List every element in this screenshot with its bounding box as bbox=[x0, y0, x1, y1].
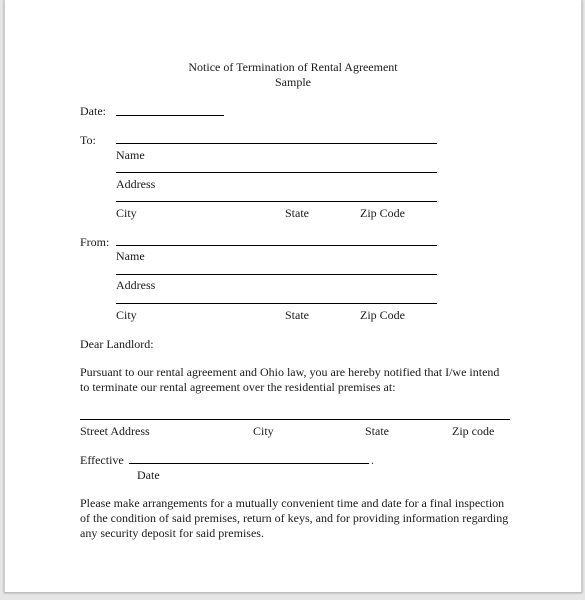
effective-date-line bbox=[129, 463, 369, 464]
effective-date-label: Date bbox=[137, 468, 160, 482]
to-label: To: bbox=[80, 133, 96, 147]
date-line bbox=[116, 115, 224, 116]
to-city-line bbox=[116, 201, 437, 202]
premises-zip-label: Zip code bbox=[452, 424, 495, 438]
body-line-1: Pursuant to our rental agreement and Ohio law, you are hereby notified that I/we intend bbox=[80, 365, 500, 379]
to-address-label: Address bbox=[116, 177, 156, 191]
to-state-label: State bbox=[285, 206, 309, 220]
salutation: Dear Landlord: bbox=[80, 337, 154, 351]
premises-city-label: City bbox=[253, 424, 274, 438]
to-address-line bbox=[116, 172, 437, 173]
to-name-line bbox=[116, 143, 437, 144]
from-city-line bbox=[116, 303, 437, 304]
closing-line-1: Please make arrangements for a mutually convenient time and date for a final inspection bbox=[80, 496, 505, 510]
document-title: Notice of Termination of Rental Agreement bbox=[188, 60, 398, 74]
closing-line-3: any security deposit for said premises. bbox=[80, 526, 264, 540]
document-page bbox=[4, 0, 582, 593]
premises-state-label: State bbox=[365, 424, 389, 438]
effective-period: . bbox=[371, 453, 374, 467]
premises-line bbox=[80, 419, 510, 420]
from-state-label: State bbox=[285, 308, 309, 322]
from-address-line bbox=[116, 274, 437, 275]
street-address-label: Street Address bbox=[80, 424, 150, 438]
to-city-label: City bbox=[116, 206, 137, 220]
effective-label: Effective bbox=[80, 453, 124, 467]
from-label: From: bbox=[80, 235, 110, 249]
from-zip-label: Zip Code bbox=[360, 308, 405, 322]
body-line-2: to terminate our rental agreement over the residential premises at: bbox=[80, 380, 396, 394]
from-name-line bbox=[116, 245, 437, 246]
from-city-label: City bbox=[116, 308, 137, 322]
from-name-label: Name bbox=[116, 249, 145, 263]
to-zip-label: Zip Code bbox=[360, 206, 405, 220]
closing-line-2: of the condition of said premises, return of keys, and for providing information regarding bbox=[80, 511, 509, 525]
to-name-label: Name bbox=[116, 148, 145, 162]
date-label: Date: bbox=[80, 104, 106, 118]
document-subtitle: Sample bbox=[275, 75, 311, 89]
from-address-label: Address bbox=[116, 278, 156, 292]
